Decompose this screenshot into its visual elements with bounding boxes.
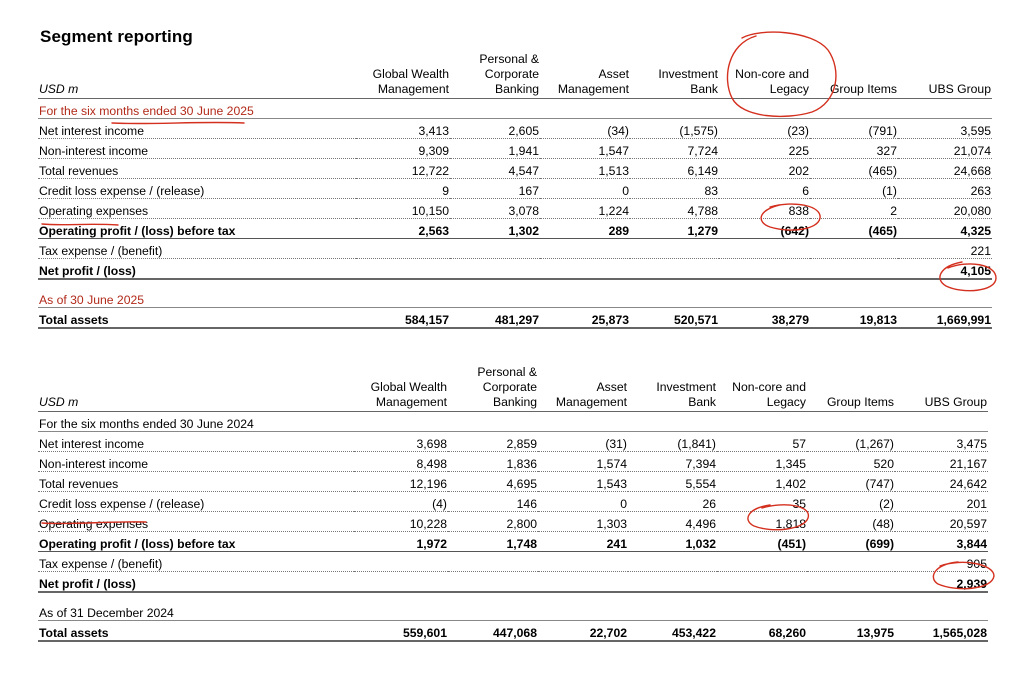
table-row-operating-expenses bbox=[38, 199, 992, 219]
value-cell bbox=[630, 259, 719, 280]
value-cell: 1,547 bbox=[540, 139, 630, 159]
value-cell: 225 bbox=[719, 139, 810, 159]
value-cell: 10,228 bbox=[354, 512, 448, 532]
value-cell: 6 bbox=[719, 179, 810, 199]
value-cell: 1,345 bbox=[717, 452, 807, 472]
value-cell: 21,074 bbox=[898, 139, 992, 159]
value-cell: 2,800 bbox=[448, 512, 538, 532]
value-cell: (1,575) bbox=[630, 119, 719, 139]
value-cell: 3,078 bbox=[450, 199, 540, 219]
spacer-row bbox=[38, 279, 992, 288]
col-header-global-wealth: Global Wealth Management bbox=[356, 52, 450, 99]
value-cell: (34) bbox=[540, 119, 630, 139]
value-cell: 2,563 bbox=[356, 219, 450, 239]
value-cell bbox=[448, 572, 538, 593]
currency-label: USD m bbox=[38, 365, 354, 412]
row-label: Net profit / (loss) bbox=[38, 572, 354, 593]
value-cell: 2,939 bbox=[895, 572, 988, 593]
value-cell: 6,149 bbox=[630, 159, 719, 179]
segment-table-2024 bbox=[38, 365, 988, 642]
value-cell bbox=[628, 572, 717, 593]
value-cell: 1,224 bbox=[540, 199, 630, 219]
value-cell: 146 bbox=[448, 492, 538, 512]
value-cell: 5,554 bbox=[628, 472, 717, 492]
value-cell: 1,302 bbox=[450, 219, 540, 239]
table-row-credit-loss-expense-release bbox=[38, 492, 988, 512]
value-cell: 3,698 bbox=[354, 432, 448, 452]
asof-row bbox=[38, 601, 988, 621]
value-cell: 19,813 bbox=[810, 308, 898, 329]
period-row bbox=[38, 99, 992, 119]
value-cell bbox=[807, 552, 895, 572]
value-cell bbox=[450, 239, 540, 259]
value-cell: 24,642 bbox=[895, 472, 988, 492]
value-cell bbox=[540, 259, 630, 280]
value-cell bbox=[807, 572, 895, 593]
value-cell: 1,543 bbox=[538, 472, 628, 492]
value-cell: 289 bbox=[540, 219, 630, 239]
value-cell: 2,859 bbox=[448, 432, 538, 452]
col-header-non-core-legacy: Non-core and Legacy bbox=[717, 365, 807, 412]
value-cell: 241 bbox=[538, 532, 628, 552]
value-cell: (1) bbox=[810, 179, 898, 199]
asof-label: As of 31 December 2024 bbox=[38, 601, 988, 621]
value-cell: 1,818 bbox=[717, 512, 807, 532]
spacer-cell bbox=[38, 279, 992, 288]
value-cell: 584,157 bbox=[356, 308, 450, 329]
value-cell bbox=[538, 572, 628, 593]
table-row-total-assets bbox=[38, 621, 988, 642]
value-cell: 20,080 bbox=[898, 199, 992, 219]
value-cell: 327 bbox=[810, 139, 898, 159]
table-row-net-profit-loss bbox=[38, 572, 988, 593]
table-row-operating-profit-loss-before-tax bbox=[38, 532, 988, 552]
value-cell: 8,498 bbox=[354, 452, 448, 472]
col-header-ubs-group: UBS Group bbox=[898, 52, 992, 99]
col-header-non-core-legacy: Non-core and Legacy bbox=[719, 52, 810, 99]
col-header-group-items: Group Items bbox=[810, 52, 898, 99]
table-row-operating-expenses bbox=[38, 512, 988, 532]
row-label: Net interest income bbox=[38, 119, 356, 139]
table-row-non-interest-income bbox=[38, 452, 988, 472]
row-label: Non-interest income bbox=[38, 139, 356, 159]
value-cell: 263 bbox=[898, 179, 992, 199]
table-row-non-interest-income bbox=[38, 139, 992, 159]
column-header-row bbox=[38, 52, 992, 99]
value-cell: 4,547 bbox=[450, 159, 540, 179]
value-cell: 20,597 bbox=[895, 512, 988, 532]
value-cell: 447,068 bbox=[448, 621, 538, 642]
value-cell: (451) bbox=[717, 532, 807, 552]
value-cell: 83 bbox=[630, 179, 719, 199]
spacer-row bbox=[38, 592, 988, 601]
value-cell: 10,150 bbox=[356, 199, 450, 219]
value-cell: 520,571 bbox=[630, 308, 719, 329]
value-cell: 12,722 bbox=[356, 159, 450, 179]
value-cell bbox=[719, 239, 810, 259]
value-cell bbox=[628, 552, 717, 572]
value-cell bbox=[717, 552, 807, 572]
value-cell: 838 bbox=[719, 199, 810, 219]
value-cell: (1,841) bbox=[628, 432, 717, 452]
value-cell: 2,605 bbox=[450, 119, 540, 139]
col-header-investment-bank: Investment Bank bbox=[630, 52, 719, 99]
value-cell bbox=[356, 239, 450, 259]
row-label: Tax expense / (benefit) bbox=[38, 552, 354, 572]
table-row-tax-expense-benefit bbox=[38, 239, 992, 259]
value-cell: 13,975 bbox=[807, 621, 895, 642]
value-cell: 7,394 bbox=[628, 452, 717, 472]
col-header-asset-management: Asset Management bbox=[538, 365, 628, 412]
value-cell: 1,748 bbox=[448, 532, 538, 552]
row-label: Operating expenses bbox=[38, 512, 354, 532]
row-label: Net interest income bbox=[38, 432, 354, 452]
value-cell bbox=[354, 552, 448, 572]
value-cell: 1,032 bbox=[628, 532, 717, 552]
page-title: Segment reporting bbox=[40, 27, 193, 46]
value-cell: (747) bbox=[807, 472, 895, 492]
col-header-ubs-group: UBS Group bbox=[895, 365, 988, 412]
value-cell: (48) bbox=[807, 512, 895, 532]
table-row-total-revenues bbox=[38, 159, 992, 179]
period-label: For the six months ended 30 June 2025 bbox=[38, 99, 992, 119]
value-cell: 3,413 bbox=[356, 119, 450, 139]
asof-row bbox=[38, 288, 992, 308]
value-cell: 9 bbox=[356, 179, 450, 199]
value-cell: 68,260 bbox=[717, 621, 807, 642]
value-cell bbox=[810, 239, 898, 259]
value-cell: 57 bbox=[717, 432, 807, 452]
value-cell: 559,601 bbox=[354, 621, 448, 642]
period-label: For the six months ended 30 June 2024 bbox=[38, 412, 988, 432]
row-label: Operating profit / (loss) before tax bbox=[38, 219, 356, 239]
col-header-group-items: Group Items bbox=[807, 365, 895, 412]
value-cell: 1,574 bbox=[538, 452, 628, 472]
value-cell: (791) bbox=[810, 119, 898, 139]
value-cell: 453,422 bbox=[628, 621, 717, 642]
value-cell: 1,972 bbox=[354, 532, 448, 552]
value-cell: 3,844 bbox=[895, 532, 988, 552]
table-row-net-interest-income bbox=[38, 432, 988, 452]
table-row-tax-expense-benefit bbox=[38, 552, 988, 572]
period-row bbox=[38, 412, 988, 432]
value-cell: 4,496 bbox=[628, 512, 717, 532]
value-cell: 38,279 bbox=[719, 308, 810, 329]
value-cell: 221 bbox=[898, 239, 992, 259]
value-cell: 1,836 bbox=[448, 452, 538, 472]
value-cell bbox=[448, 552, 538, 572]
value-cell: (465) bbox=[810, 159, 898, 179]
value-cell: 21,167 bbox=[895, 452, 988, 472]
row-label: Credit loss expense / (release) bbox=[38, 492, 354, 512]
value-cell: 26 bbox=[628, 492, 717, 512]
value-cell: (465) bbox=[810, 219, 898, 239]
asof-label: As of 30 June 2025 bbox=[38, 288, 992, 308]
value-cell bbox=[354, 572, 448, 593]
value-cell bbox=[450, 259, 540, 280]
value-cell: (1,267) bbox=[807, 432, 895, 452]
row-label: Total revenues bbox=[38, 159, 356, 179]
value-cell: 4,695 bbox=[448, 472, 538, 492]
value-cell bbox=[810, 259, 898, 280]
value-cell: 9,309 bbox=[356, 139, 450, 159]
value-cell: 2 bbox=[810, 199, 898, 219]
value-cell: 520 bbox=[807, 452, 895, 472]
value-cell: 25,873 bbox=[540, 308, 630, 329]
value-cell: 1,941 bbox=[450, 139, 540, 159]
col-header-personal-corporate: Personal & Corporate Banking bbox=[450, 52, 540, 99]
value-cell: 12,196 bbox=[354, 472, 448, 492]
segment-table-2025 bbox=[38, 52, 992, 329]
value-cell: 1,565,028 bbox=[895, 621, 988, 642]
row-label: Credit loss expense / (release) bbox=[38, 179, 356, 199]
value-cell: (642) bbox=[719, 219, 810, 239]
value-cell: 481,297 bbox=[450, 308, 540, 329]
value-cell: 167 bbox=[450, 179, 540, 199]
col-header-personal-corporate: Personal & Corporate Banking bbox=[448, 365, 538, 412]
value-cell: 4,788 bbox=[630, 199, 719, 219]
value-cell bbox=[538, 552, 628, 572]
value-cell: 905 bbox=[895, 552, 988, 572]
value-cell: 202 bbox=[719, 159, 810, 179]
currency-label: USD m bbox=[38, 52, 356, 99]
value-cell: 3,475 bbox=[895, 432, 988, 452]
row-label: Operating expenses bbox=[38, 199, 356, 219]
table-row-total-assets bbox=[38, 308, 992, 329]
value-cell bbox=[717, 572, 807, 593]
value-cell: (31) bbox=[538, 432, 628, 452]
value-cell: 22,702 bbox=[538, 621, 628, 642]
value-cell: 1,279 bbox=[630, 219, 719, 239]
value-cell: 7,724 bbox=[630, 139, 719, 159]
value-cell bbox=[356, 259, 450, 280]
col-header-investment-bank: Investment Bank bbox=[628, 365, 717, 412]
value-cell: (23) bbox=[719, 119, 810, 139]
value-cell: 1,669,991 bbox=[898, 308, 992, 329]
value-cell: 1,402 bbox=[717, 472, 807, 492]
row-label: Total assets bbox=[38, 308, 356, 329]
row-label: Non-interest income bbox=[38, 452, 354, 472]
value-cell: (4) bbox=[354, 492, 448, 512]
table-row-net-profit-loss bbox=[38, 259, 992, 280]
value-cell: 201 bbox=[895, 492, 988, 512]
value-cell: 24,668 bbox=[898, 159, 992, 179]
table-row-credit-loss-expense-release bbox=[38, 179, 992, 199]
col-header-global-wealth: Global Wealth Management bbox=[354, 365, 448, 412]
value-cell: 4,325 bbox=[898, 219, 992, 239]
value-cell: 1,513 bbox=[540, 159, 630, 179]
value-cell bbox=[719, 259, 810, 280]
row-label: Total revenues bbox=[38, 472, 354, 492]
value-cell: 35 bbox=[717, 492, 807, 512]
value-cell: (2) bbox=[807, 492, 895, 512]
value-cell: 1,303 bbox=[538, 512, 628, 532]
table-row-total-revenues bbox=[38, 472, 988, 492]
value-cell bbox=[630, 239, 719, 259]
row-label: Tax expense / (benefit) bbox=[38, 239, 356, 259]
table-row-net-interest-income bbox=[38, 119, 992, 139]
col-header-asset-management: Asset Management bbox=[540, 52, 630, 99]
row-label: Net profit / (loss) bbox=[38, 259, 356, 280]
column-header-row bbox=[38, 365, 988, 412]
spacer-cell bbox=[38, 592, 988, 601]
value-cell: 3,595 bbox=[898, 119, 992, 139]
value-cell: 4,105 bbox=[898, 259, 992, 280]
row-label: Total assets bbox=[38, 621, 354, 642]
value-cell: 0 bbox=[540, 179, 630, 199]
table-row-operating-profit-loss-before-tax bbox=[38, 219, 992, 239]
row-label: Operating profit / (loss) before tax bbox=[38, 532, 354, 552]
value-cell bbox=[540, 239, 630, 259]
value-cell: (699) bbox=[807, 532, 895, 552]
value-cell: 0 bbox=[538, 492, 628, 512]
